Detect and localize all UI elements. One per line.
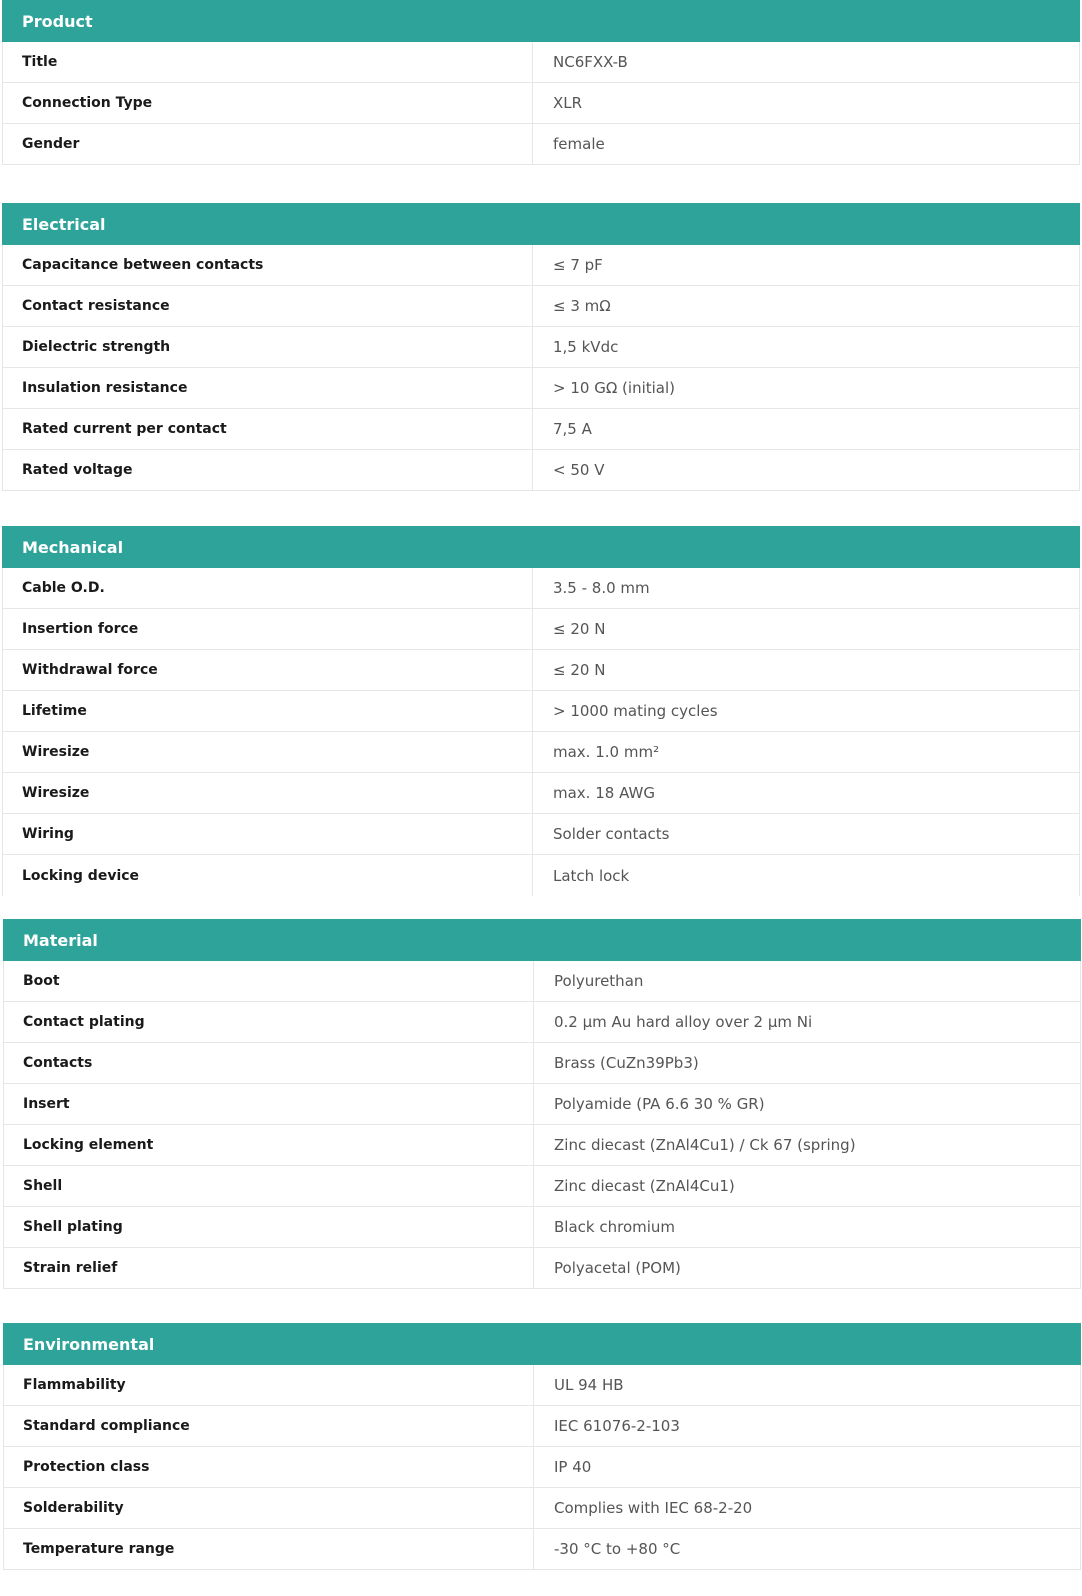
row-label: Solderability [4,1488,534,1528]
row-value: IEC 61076-2-103 [554,1417,680,1435]
row-value: ≤ 20 N [553,620,606,638]
table-row [3,1248,1081,1289]
row-value: Latch lock [553,866,630,885]
table-row [2,83,1080,124]
row-value: ≤ 3 mΩ [553,297,611,315]
row-label: Capacitance between contacts [3,245,533,285]
row-value: NC6FXX-B [553,53,628,71]
row-value: max. 1.0 mm² [553,743,660,761]
row-label: Rated voltage [3,450,533,490]
row-label: Dielectric strength [3,327,533,367]
section-header: Mechanical [2,526,1080,568]
table-row [2,327,1080,368]
row-label: Wiresize [3,773,533,813]
row-label: Cable O.D. [3,568,533,608]
row-value: 1,5 kVdc [553,338,619,356]
row-label: Contact plating [4,1002,534,1042]
row-value: ≤ 20 N [553,661,606,679]
row-label: Title [3,42,533,82]
table-row [3,1529,1081,1570]
row-value: < 50 V [553,461,605,479]
table-row [2,368,1080,409]
row-label: Lifetime [3,691,533,731]
row-label: Temperature range [4,1529,534,1569]
table-row [3,1043,1081,1084]
row-value: Solder contacts [553,825,670,843]
row-value: > 10 GΩ (initial) [553,379,675,397]
table-row [2,568,1080,609]
spec-table-material [3,919,1081,1289]
spec-table-mechanical [2,526,1080,896]
row-label: Withdrawal force [3,650,533,690]
row-value: Zinc diecast (ZnAl4Cu1) / Ck 67 (spring) [554,1136,856,1154]
table-row [2,609,1080,650]
row-value: Black chromium [554,1218,676,1236]
row-value: Polyamide (PA 6.6 30 % GR) [554,1095,765,1113]
row-label: Locking device [3,855,533,896]
row-value: Brass (CuZn39Pb3) [554,1054,699,1072]
table-row [3,1002,1081,1043]
row-label: Gender [3,124,533,164]
row-value: max. 18 AWG [553,784,655,802]
row-value: Polyacetal (POM) [554,1259,681,1277]
row-label: Shell [4,1166,534,1206]
row-value: 0.2 µm Au hard alloy over 2 µm Ni [554,1013,813,1031]
row-value: XLR [553,94,583,112]
row-value: female [553,135,605,153]
table-row [2,814,1080,855]
row-label: Protection class [4,1447,534,1487]
table-row [3,1166,1081,1207]
table-row [2,409,1080,450]
table-row [2,773,1080,814]
table-row [2,450,1080,491]
row-value: 7,5 A [553,420,592,438]
row-value: -30 °C to +80 °C [554,1540,681,1558]
spec-table-environmental [3,1323,1081,1570]
table-row [3,1125,1081,1166]
table-row [3,1207,1081,1248]
spec-table-electrical [2,203,1080,491]
table-row [2,691,1080,732]
table-row [3,1365,1081,1406]
table-row [2,650,1080,691]
row-label: Insert [4,1084,534,1124]
table-row [2,124,1080,165]
section-header: Electrical [2,203,1080,245]
row-value: UL 94 HB [554,1376,624,1394]
row-label: Contact resistance [3,286,533,326]
table-row [2,855,1080,896]
row-label: Wiresize [3,732,533,772]
row-label: Connection Type [3,83,533,123]
row-label: Flammability [4,1365,534,1405]
row-value: 3.5 - 8.0 mm [553,579,650,597]
row-value: Polyurethan [554,972,644,990]
table-row [3,1084,1081,1125]
row-label: Insulation resistance [3,368,533,408]
table-row [2,732,1080,773]
row-value: IP 40 [554,1458,592,1476]
table-row [2,42,1080,83]
row-label: Standard compliance [4,1406,534,1446]
table-row [2,286,1080,327]
table-row [3,961,1081,1002]
section-header: Environmental [3,1323,1081,1365]
row-value: > 1000 mating cycles [553,702,718,720]
row-label: Insertion force [3,609,533,649]
row-label: Wiring [3,814,533,854]
table-row [3,1488,1081,1529]
row-label: Boot [4,961,534,1001]
row-label: Locking element [4,1125,534,1165]
row-value: ≤ 7 pF [553,256,603,274]
row-value: Complies with IEC 68-2-20 [554,1499,753,1517]
table-row [3,1447,1081,1488]
table-row [3,1406,1081,1447]
row-label: Contacts [4,1043,534,1083]
row-value: Zinc diecast (ZnAl4Cu1) [554,1177,735,1195]
section-header: Product [2,0,1080,42]
row-label: Shell plating [4,1207,534,1247]
section-header: Material [3,919,1081,961]
row-label: Strain relief [4,1248,534,1288]
row-label: Rated current per contact [3,409,533,449]
table-row [2,245,1080,286]
spec-table-product [2,0,1080,165]
